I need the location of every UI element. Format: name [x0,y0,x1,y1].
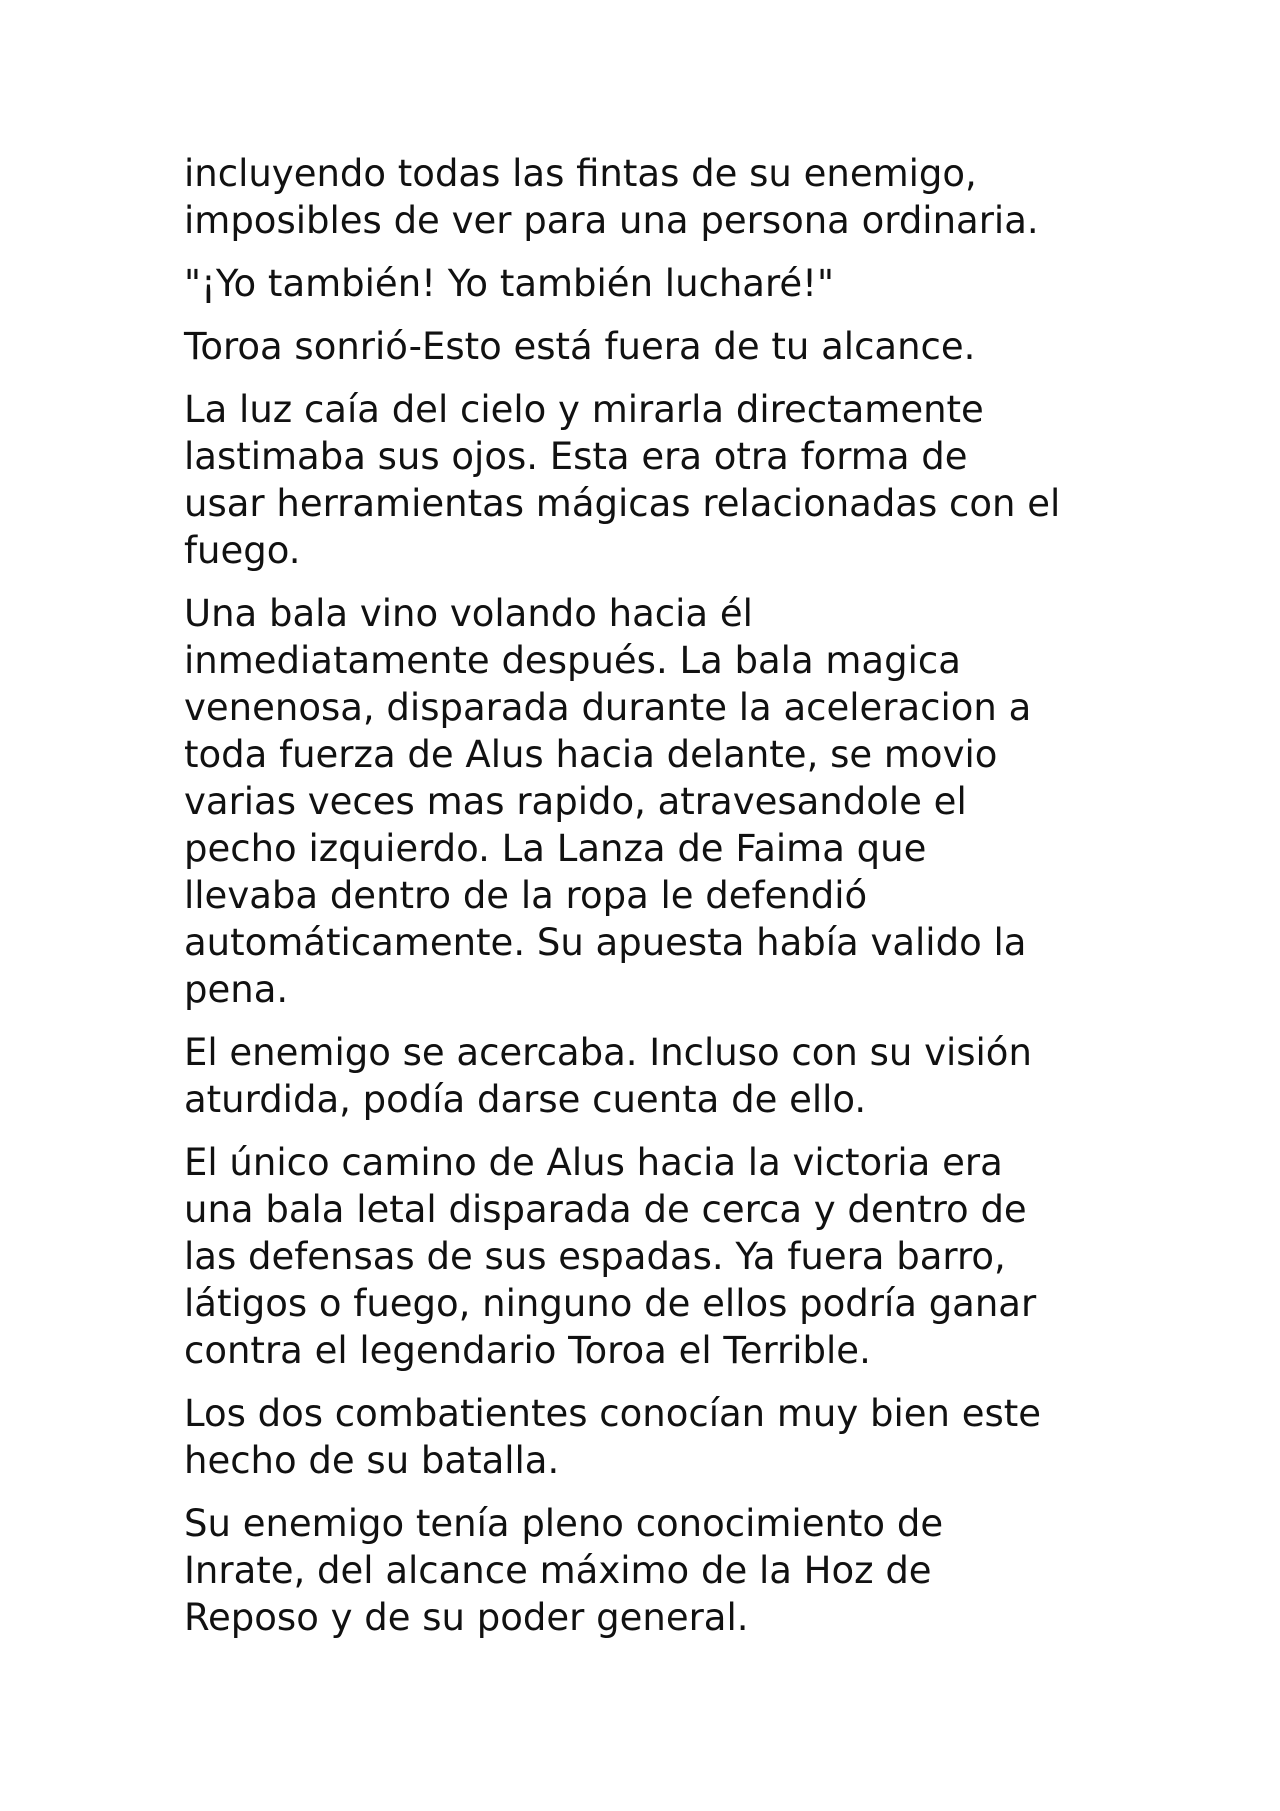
paragraph: El enemigo se acercaba. Incluso con su visión aturdida, podía darse cuenta de ello. [184,1031,1032,1121]
paragraph: El único camino de Alus hacia la victoria era una bala letal disparada de cerca y dentro de las defensas de sus espadas. Ya fuera barro, látigos o fuego, ninguno de ellos podría ganar contra el legendario Toroa el Terrible. [184,1141,1037,1372]
paragraph: Su enemigo tenía pleno conocimiento de Inrate, del alcance máximo de la Hoz de Reposo y de su poder general. [184,1502,944,1639]
body-text [184,150,1124,1657]
paragraph: Una bala vino volando hacia él inmediatamente después. La bala magica venenosa, disparada durante la aceleracion a toda fuerza de Alus hacia delante, se movio varias veces mas rapido, atravesandole el pecho izquierdo. La Lanza de Faima que llevaba dentro de la ropa le defendió automáticamente. Su apuesta había valido la pena. [184,592,1032,1011]
paragraph: La luz caía del cielo y mirarla directamente lastimaba sus ojos. Esta era otra forma de usar herramientas mágicas relacionadas con el fuego. [184,388,1061,572]
paragraph: "¡Yo también! Yo también lucharé!" [184,262,834,305]
paragraph: Los dos combatientes conocían muy bien este hecho de su batalla. [184,1392,1042,1482]
paragraph: incluyendo todas las fintas de su enemigo, imposibles de ver para una persona ordinaria. [184,152,1039,242]
paragraph: Toroa sonrió-Esto está fuera de tu alcance. [184,325,976,368]
